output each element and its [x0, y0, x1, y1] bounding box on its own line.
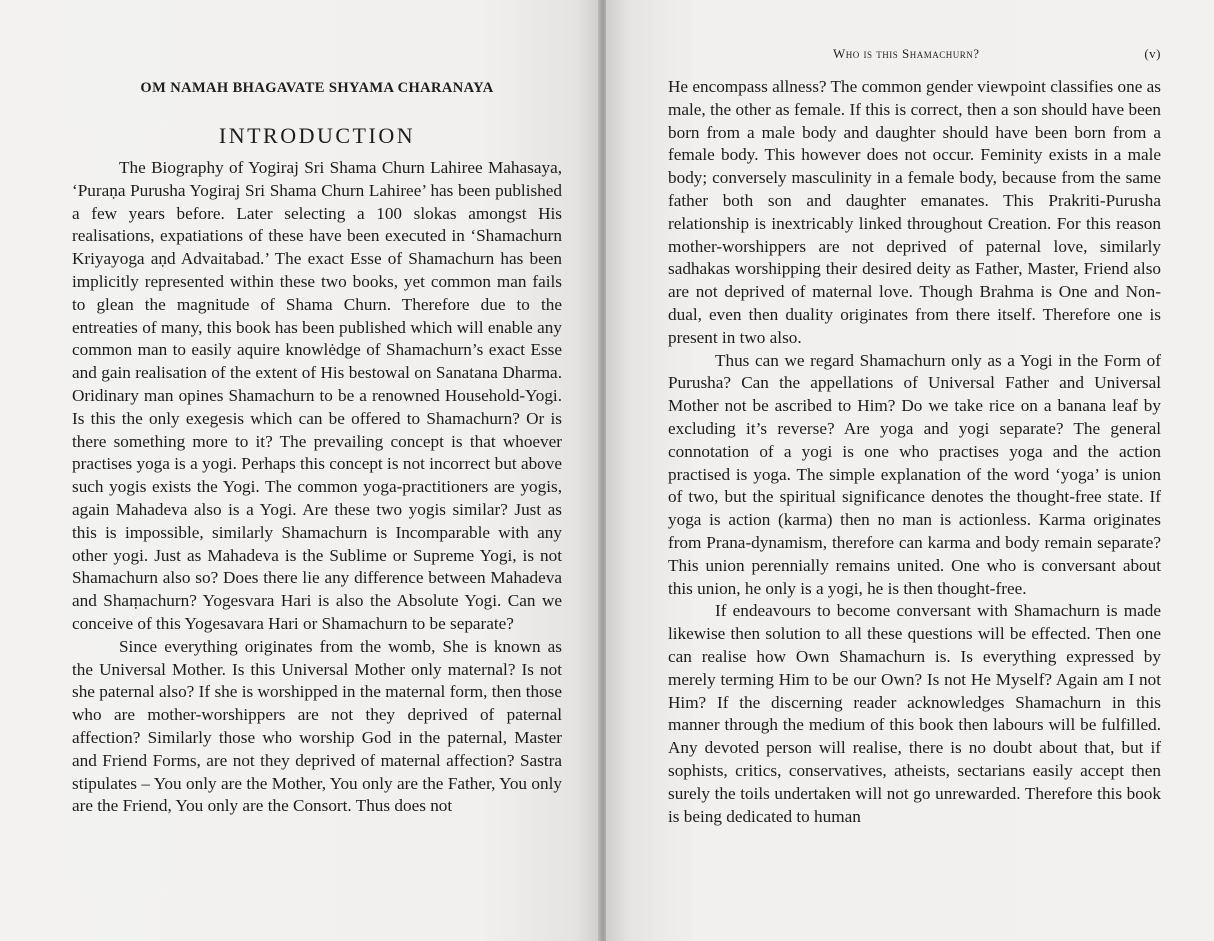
right-page-text [668, 46, 1161, 828]
running-head [668, 46, 1161, 66]
paragraph: Since everything originates from the womb, She is known as the Universal Mother. Is this Universal Mother only maternal? Is not she paternal also? If she is worshipped in the maternal form, then those who are mother-worshippers are not they deprived of paternal affection? Similarly those who worship God in the paternal, Master and Friend Forms, are not they deprived of maternal affection? Sastra stipulates – You only are the Mother, You only are the Father, You only are the Friend, You only are the Consort. Thus does not [72, 636, 562, 816]
paragraph: He encompass allness? The common gender viewpoint classifies one as male, the other as female. If this is correct, then a son should have been born from a male body and daughter should have been born from a female body. This however does not occur. Feminity exists in a male body; conversely masculinity in a female body, because from the same father both son and daughter emanates. This Prakriti-Purusha relationship is inextricably linked throughout Creation. For this reason mother-worshippers are not deprived of paternal love, similarly sadhakas worshipping their desired deity as Father, Master, Friend also are not deprived of maternal love. Though Brahma is One and Non-dual, even then duality originates from there itself. Therefore one is present in two also. [668, 77, 1161, 347]
left-page-text [72, 80, 562, 818]
paragraph: The Biography of Yogiraj Sri Shama Churn Lahiree Mahasaya, ‘Puraṇa Purusha Yogiraj Sri Shama Churn Lahiree’ has been published a few years before. Later selecting a 100 slokas amongst His realisations, expatiations of these have been executed in ‘Shamachurn Kriyayoga aṇd Advaitabad.’ The exact Esse of Shamachurn has been implicitly represented within these two books, yet common man fails to glean the magnitude of Shama Churn. Therefore due to the entreaties of many, this book has been published which will enable any common man to easily aquire knowlėdge of Shamachurn’s exact Esse and gain realisation of the extent of His bestowal on Sanatana Dharma. Oridinary man opines Shamachurn to be a renowned Household-Yogi. Is this the only exegesis which can be offered to Shamachurn? Or is there something more to it? The prevailing concept is that whoever practises yoga is a yogi. Perhaps this concept is not incorrect but above such yogis exists the Yogi. The common yoga-practitioners are yogis, again Mahadeva also is a Yogi. Are these two yogis similar? Just as this is impossible, similarly Shamachurn is Incomparable with any other yogi. Just as Mahadeva is the Sublime or Supreme Yogi, is not Shamachurn also so? Does there lie any difference between Mahadeva and Shaṃachurn? Yogesvara Hari is also the Absolute Yogi. Can we conceive of this Yogesavara Hari or Shamachurn to be separate? [72, 158, 562, 633]
paragraph: If endeavours to become conversant with Shamachurn is made likewise then solution to all these questions will be effected. Then one can realise how Own Shamachurn is. Is everything expressed by merely terming Him to be our Own? Is not He Myself? Again am I not Him? If the discerning reader acknowledges Shamachurn in this manner through the medium of this book then labours will be fulfilled. Any devoted person will realise, there is no doubt about that, but if sophists, critics, conservatives, atheists, sectarians easily accept then surely the toils undertaken will not go unrewarded. Therefore this book is being dedicated to human [668, 601, 1161, 826]
chapter-title: INTRODUCTION [218, 123, 416, 148]
paragraph: Thus can we regard Shamachurn only as a Yogi in the Form of Purusha? Can the appellations of Universal Father and Universal Mother not be ascribed to Him? Do we take rice on a banana leaf by excluding it’s reverse? Are yoga and yogi separate? The general connotation of a yogi is one who practises yoga and the action practised is yoga. The simple explanation of the word ‘yoga’ is union of two, but the spiritual significance denotes the thought-free state. If yoga is action (karma) then no man is actionless. Karma originates from Prana-dynamism, therefore can karma and body remain separate? This union perennially remains united. One who is conversant about this union, he only is a yogi, he is then thought-free. [668, 350, 1161, 598]
invocation-heading: OM NAMAH BHAGAVATE SHYAMA CHARANAYA [140, 80, 494, 96]
right-page [606, 0, 1214, 941]
running-head-title: Who is this Shamachurn? [833, 46, 980, 61]
left-page [0, 0, 600, 941]
page-number: (v) [1144, 46, 1161, 61]
